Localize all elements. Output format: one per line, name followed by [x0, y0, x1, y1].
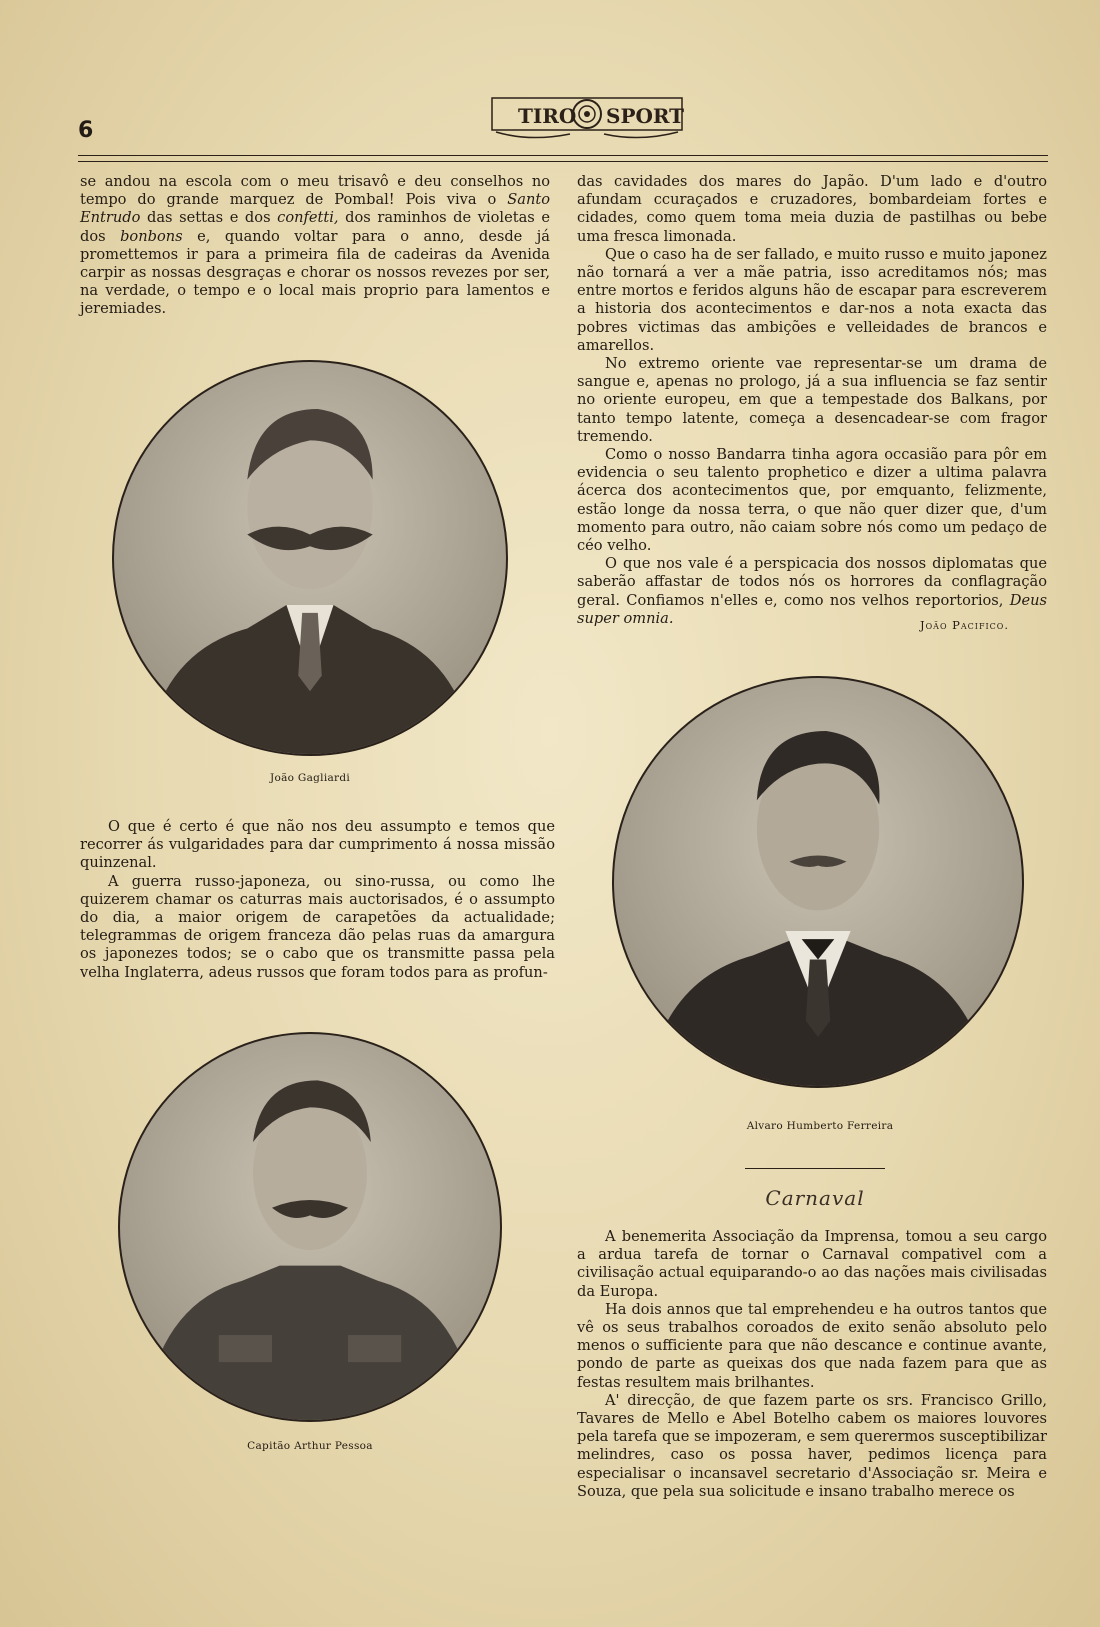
article-paragraph: [577, 355, 1047, 446]
svg-text:SPORT: SPORT: [606, 104, 684, 128]
carnaval-title: Carnaval: [765, 1186, 865, 1210]
article-paragraph: [80, 818, 555, 873]
text-run: O que nos vale é a perspicacia dos nossos diplomatas que saberão affastar de todos nós os horrores da conflagração geral. Confiamos n'elles e, como nos velhos reportorios,: [577, 555, 1047, 609]
italic-text: Santo Entrudo: [80, 191, 550, 227]
italic-text: confetti,: [277, 209, 339, 227]
text-run: O que é certo é que não nos deu assumpto e temos que recorrer ás vulgaridades para dar cumprimento á nossa missão quinzenal.: [80, 818, 555, 872]
svg-text:TIRO: TIRO: [518, 104, 577, 128]
caption-arthur-pessoa: Capitão Arthur Pessoa: [247, 1440, 373, 1452]
text-run: das settas e dos: [140, 209, 278, 227]
text-run: No extremo oriente vae representar-se um drama de sangue e, apenas no prologo, já a sua influencia se faz sentir no oriente europeu, em que a tempestade dos Balkans, por tanto tempo latente, começa a desencadear-se com fragor tremendo.: [577, 355, 1047, 445]
text-run: dos raminhos de violetas e dos: [80, 209, 550, 245]
text-run: A' direcção, de que fazem parte os srs. Francisco Grillo, Tavares de Mello e Abel Botelho cabem os maiores louvores pela tarefa que se impozeram, e sem querermos susceptibilizar melindres, caso os possa haver, pedimos licença para especialisar o incansavel secretario d'Associação sr. Meira e Souza, que pela sua solicitude e insano trabalho merece os: [577, 1391, 1047, 1500]
text-run: Como o nosso Bandarra tinha agora occasião para pôr em evidencia o seu talento prophetico e dizer a ultima palavra ácerca dos acontecimentos que, por emquanto, felizmente, estão longe da nossa terra, o que não quer dizer que, d'um momento para outro, não caiam sobre nós como um pedaço de céo velho.: [577, 446, 1047, 555]
article-paragraph: [577, 1392, 1047, 1501]
caption-joao-gagliardi: João Gagliardi: [269, 772, 351, 784]
article-paragraph: [577, 246, 1047, 355]
article-paragraph: [577, 1301, 1047, 1392]
text-run: A guerra russo-japoneza, ou sino-russa, ou como lhe quizerem chamar os caturras mais auctorisados, é o assumpto do dia, a maior origem de carapetões da actualidade; telegrammas de origem franceza dão pelas ruas da amargura os japonezes todos; se o cabo que os transmitte passa pela velha Inglaterra, adeus russos que foram todos para as profun-: [80, 872, 555, 981]
signature-joao-pacifico: João Pacifico.: [920, 618, 1010, 632]
italic-text: bonbons: [120, 227, 183, 245]
right-column-top-text: [577, 173, 1047, 628]
header-rule: [78, 155, 1048, 162]
text-run: das cavidades dos mares do Japão. D'um lado e d'outro afundam ccuraçados e cruzadores, bombardeiam fortes e cidades, como quem toma meia duzia de pastilhas ou bebe uma fresca limonada.: [577, 173, 1047, 245]
page-number: 6: [78, 118, 94, 143]
portrait-alvaro-humberto-ferreira: [612, 676, 1024, 1088]
portrait-arthur-pessoa: [118, 1032, 502, 1422]
left-column-top-text: [80, 173, 550, 319]
article-paragraph: [80, 873, 555, 982]
section-divider: [745, 1168, 885, 1169]
article-paragraph: [577, 1228, 1047, 1301]
left-column-middle-text: [80, 818, 555, 982]
text-run: Ha dois annos que tal emprehendeu e ha outros tantos que vê os seus trabalhos coroados de exito senão absoluto pelo menos o sufficiente para que não descance e continue avante, pondo de parte as queixas dos que nada fazem para que as festas resultem mais brilhantes.: [577, 1300, 1047, 1391]
text-run: A benemerita Associação da Imprensa, tomou a seu cargo a ardua tarefa de tornar o Carnaval compativel com a civilisação actual equiparando-o ao das nações mais civilisadas da Europa.: [577, 1228, 1047, 1300]
article-paragraph: [80, 173, 550, 319]
carnaval-text: [577, 1228, 1047, 1501]
portrait-joao-gagliardi: [112, 360, 508, 756]
text-run: Que o caso ha de ser fallado, e muito russo e muito japonez não tornará a ver a mãe patria, isso acreditamos nós; mas entre mortos e feridos alguns hão de escapar para escreverem a historia dos acontecimentos e dar-nos a nota exacta das pobres victimas das ambições e velleidades de brancos e amarellos.: [577, 245, 1047, 354]
text-run: se andou na escola com o meu trisavô e deu conselhos no tempo do grande marquez de Pombal! Pois viva o: [80, 173, 550, 209]
caption-alvaro-humberto-ferreira: Alvaro Humberto Ferreira: [746, 1120, 894, 1132]
article-paragraph: [577, 173, 1047, 246]
masthead-logo: [490, 92, 684, 144]
text-run: e, quando voltar para o anno, desde já promettemos ir para a primeira fila de cadeiras da Avenida carpir as nossas desgraças e chorar os nossos revezes por ser, na verdade, o tempo e o local mais proprio para lamentos e jeremiades.: [80, 227, 550, 318]
article-paragraph: [577, 446, 1047, 555]
italic-text: Deus super omnia.: [577, 591, 1047, 627]
